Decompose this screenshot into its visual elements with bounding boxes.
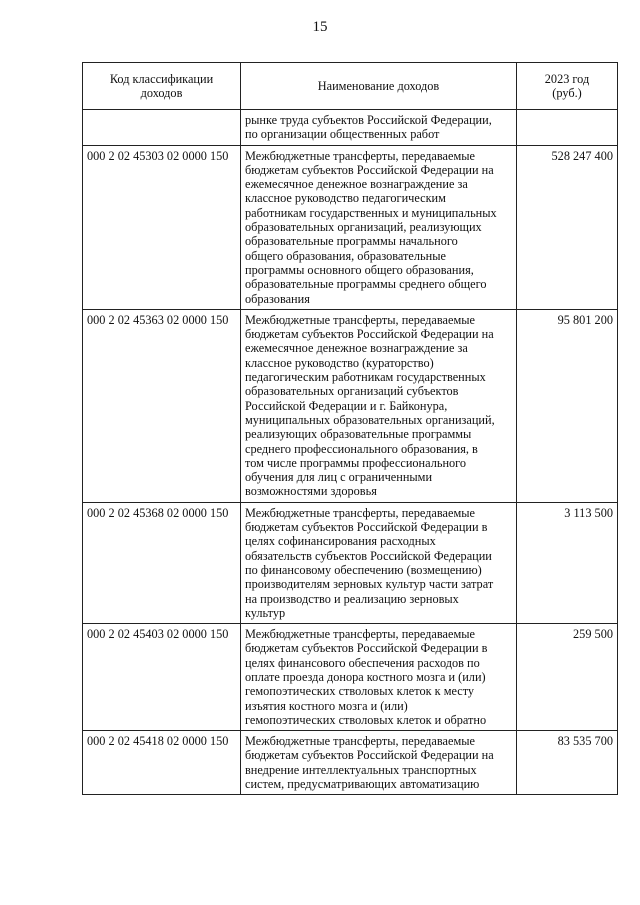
revenue-name-line: Межбюджетные трансферты, передаваемые xyxy=(245,148,475,163)
revenue-name-line: реализующих образовательные программы xyxy=(245,427,472,442)
revenue-name-line: бюджетам субъектов Российской Федерации в xyxy=(245,641,488,656)
revenue-name-line: программы основного общего образования, xyxy=(245,262,474,277)
revenue-name-line: педагогическим работникам государственных xyxy=(245,370,486,385)
revenue-name-line: производителям зерновых культур части затрат xyxy=(245,577,494,592)
amount-2023 xyxy=(517,110,618,146)
revenue-name xyxy=(241,110,517,146)
revenue-name-line: образования xyxy=(245,291,310,306)
table-row xyxy=(83,110,618,146)
classification-code: 000 2 02 45418 02 0000 150 xyxy=(83,731,241,795)
header-name xyxy=(241,63,517,110)
revenue-name-line: систем, предусматривающих автоматизацию xyxy=(245,777,480,792)
revenue-name xyxy=(241,731,517,795)
revenue-name-line: Российской Федерации и г. Байконура, xyxy=(245,398,448,413)
amount-2023: 83 535 700 xyxy=(517,731,618,795)
revenue-name-line: Межбюджетные трансферты, передаваемые xyxy=(245,505,475,520)
classification-code: 000 2 02 45363 02 0000 150 xyxy=(83,309,241,502)
header-amount-line: (руб.) xyxy=(552,86,582,100)
table-header-row xyxy=(83,63,618,110)
amount-2023: 3 113 500 xyxy=(517,502,618,623)
revenue-name-line: образовательные программы начального xyxy=(245,234,458,249)
revenue-name-line: образовательных организаций субъектов xyxy=(245,384,459,399)
revenue-name xyxy=(241,624,517,731)
revenue-name-line: по финансовому обеспечению (возмещению) xyxy=(245,562,482,577)
revenue-name-line: обязательств субъектов Российской Федерации xyxy=(245,548,492,563)
revenue-name-line: внедрение интеллектуальных транспортных xyxy=(245,762,477,777)
revenue-name-line: образовательные программы среднего общего xyxy=(245,277,487,292)
revenue-name-line: ежемесячное денежное вознаграждение за xyxy=(245,341,468,356)
revenue-name-line: изъятия костного мозга и (или) xyxy=(245,698,408,713)
classification-code: 000 2 02 45368 02 0000 150 xyxy=(83,502,241,623)
revenue-name-line: Межбюджетные трансферты, передаваемые xyxy=(245,312,475,327)
header-name-line: Наименование доходов xyxy=(317,78,440,93)
revenue-name-line: работникам государственных и муниципальных xyxy=(245,205,497,220)
revenue-name-line: оплате проезда донора костного мозга и (или) xyxy=(245,669,486,684)
revenue-name-line: ежемесячное денежное вознаграждение за xyxy=(245,177,468,192)
table-row xyxy=(83,502,618,623)
page-number: 15 xyxy=(312,19,328,35)
header-amount-line: 2023 год xyxy=(544,71,590,86)
header-code-line: доходов xyxy=(140,86,183,100)
revenue-name xyxy=(241,309,517,502)
header-code-line: Код классификации xyxy=(109,71,214,86)
revenue-name-line: бюджетам субъектов Российской Федерации на xyxy=(245,162,494,177)
classification-code xyxy=(83,110,241,146)
revenue-name-line: культур xyxy=(245,605,286,620)
revenue-name-line: гемопоэтических стволовых клеток к месту xyxy=(245,684,475,699)
table-body xyxy=(83,110,618,795)
revenue-name-line: образовательных организаций, реализующих xyxy=(245,220,482,235)
revenue-name-line: по организации общественных работ xyxy=(245,127,440,142)
revenue-name-line: общего образования, образовательные xyxy=(245,248,446,263)
header-code xyxy=(83,63,241,110)
revenue-name xyxy=(241,502,517,623)
table-row xyxy=(83,624,618,731)
amount-2023: 259 500 xyxy=(517,624,618,731)
revenue-name-line: бюджетам субъектов Российской Федерации на xyxy=(245,327,494,342)
table-row xyxy=(83,731,618,795)
amount-2023: 528 247 400 xyxy=(517,145,618,309)
classification-code: 000 2 02 45303 02 0000 150 xyxy=(83,145,241,309)
revenue-name-line: классное руководство (кураторство) xyxy=(245,355,434,370)
revenue-table xyxy=(82,62,618,795)
amount-2023: 95 801 200 xyxy=(517,309,618,502)
revenue-name-line: целях финансового обеспечения расходов по xyxy=(245,655,480,670)
revenue-name-line: том числе программы профессионального xyxy=(245,455,467,470)
revenue-name-line: муниципальных образовательных организаций, xyxy=(245,412,495,427)
revenue-name-line: гемопоэтических стволовых клеток и обратно xyxy=(245,712,487,727)
revenue-name-line: бюджетам субъектов Российской Федерации на xyxy=(245,748,494,763)
classification-code: 000 2 02 45403 02 0000 150 xyxy=(83,624,241,731)
revenue-name xyxy=(241,145,517,309)
revenue-name-line: бюджетам субъектов Российской Федерации в xyxy=(245,520,488,535)
table-row xyxy=(83,309,618,502)
revenue-name-line: обучения для лиц с ограниченными xyxy=(245,470,433,485)
revenue-name-line: рынке труда субъектов Российской Федерации, xyxy=(245,113,492,127)
revenue-name-line: целях софинансирования расходных xyxy=(245,534,436,549)
revenue-name-line: на производство и реализацию зерновых xyxy=(245,591,459,606)
revenue-name-line: классное руководство педагогическим xyxy=(245,191,446,206)
revenue-name-line: среднего профессионального образования, в xyxy=(245,441,478,456)
header-amount xyxy=(517,63,618,110)
revenue-name-line: Межбюджетные трансферты, передаваемые xyxy=(245,734,475,749)
revenue-name-line: возможностями здоровья xyxy=(245,484,377,499)
revenue-name-line: Межбюджетные трансферты, передаваемые xyxy=(245,627,475,642)
table-row xyxy=(83,145,618,309)
